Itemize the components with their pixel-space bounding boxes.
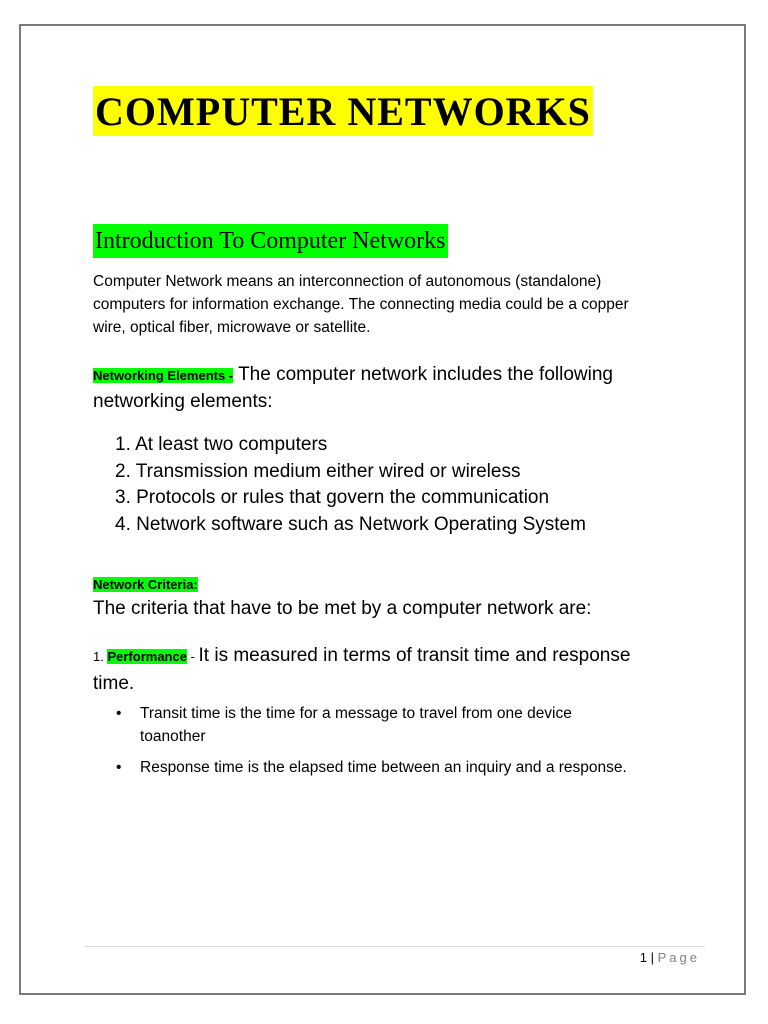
list-item: 4. Network software such as Network Operating System: [115, 513, 586, 535]
network-criteria-text: The criteria that have to be met by a computer network are:: [93, 598, 592, 619]
section-heading: Introduction To Computer Networks: [93, 224, 448, 258]
networking-elements-list: [93, 432, 586, 538]
performance-paragraph: [93, 642, 653, 697]
page-footer: [640, 949, 700, 967]
list-item: 2. Transmission medium either wired or wireless: [115, 460, 521, 482]
bullet-text: Transit time is the time for a message to travel from one device toanother: [140, 705, 572, 745]
list-item: 1. At least two computers: [115, 434, 328, 455]
networking-elements-label: Networking Elements -: [93, 368, 234, 383]
page-label: Page: [657, 950, 700, 965]
performance-dash: -: [186, 649, 199, 664]
performance-bullet-list: [115, 702, 635, 787]
document-title: COMPUTER NETWORKS: [93, 86, 593, 136]
networking-elements-text: The computer network includes the following networking elements:: [93, 364, 613, 412]
performance-number: 1.: [93, 649, 108, 664]
networking-elements-paragraph: [93, 362, 653, 415]
bullet-text: Response time is the elapsed time between an inquiry and a response.: [140, 759, 627, 776]
bullet-icon: •: [116, 759, 122, 776]
network-criteria-label: Network Criteria:: [93, 577, 198, 592]
performance-label: Performance: [107, 649, 187, 664]
network-criteria-label-line: [93, 576, 198, 594]
intro-paragraph: Computer Network means an interconnection of autonomous (standalone) computers for information exchange. The connecting media could be a copper wire, optical fiber, microwave or satellite.: [93, 273, 629, 336]
performance-text: It is measured in terms of transit time and response time.: [93, 645, 631, 694]
footer-divider: [85, 946, 705, 947]
page-number: 1: [639, 950, 648, 965]
footer-separator: |: [647, 950, 658, 965]
list-item: [115, 702, 635, 748]
list-item: 3. Protocols or rules that govern the communication: [115, 487, 550, 508]
bullet-icon: •: [116, 705, 122, 722]
list-item: [115, 756, 635, 779]
